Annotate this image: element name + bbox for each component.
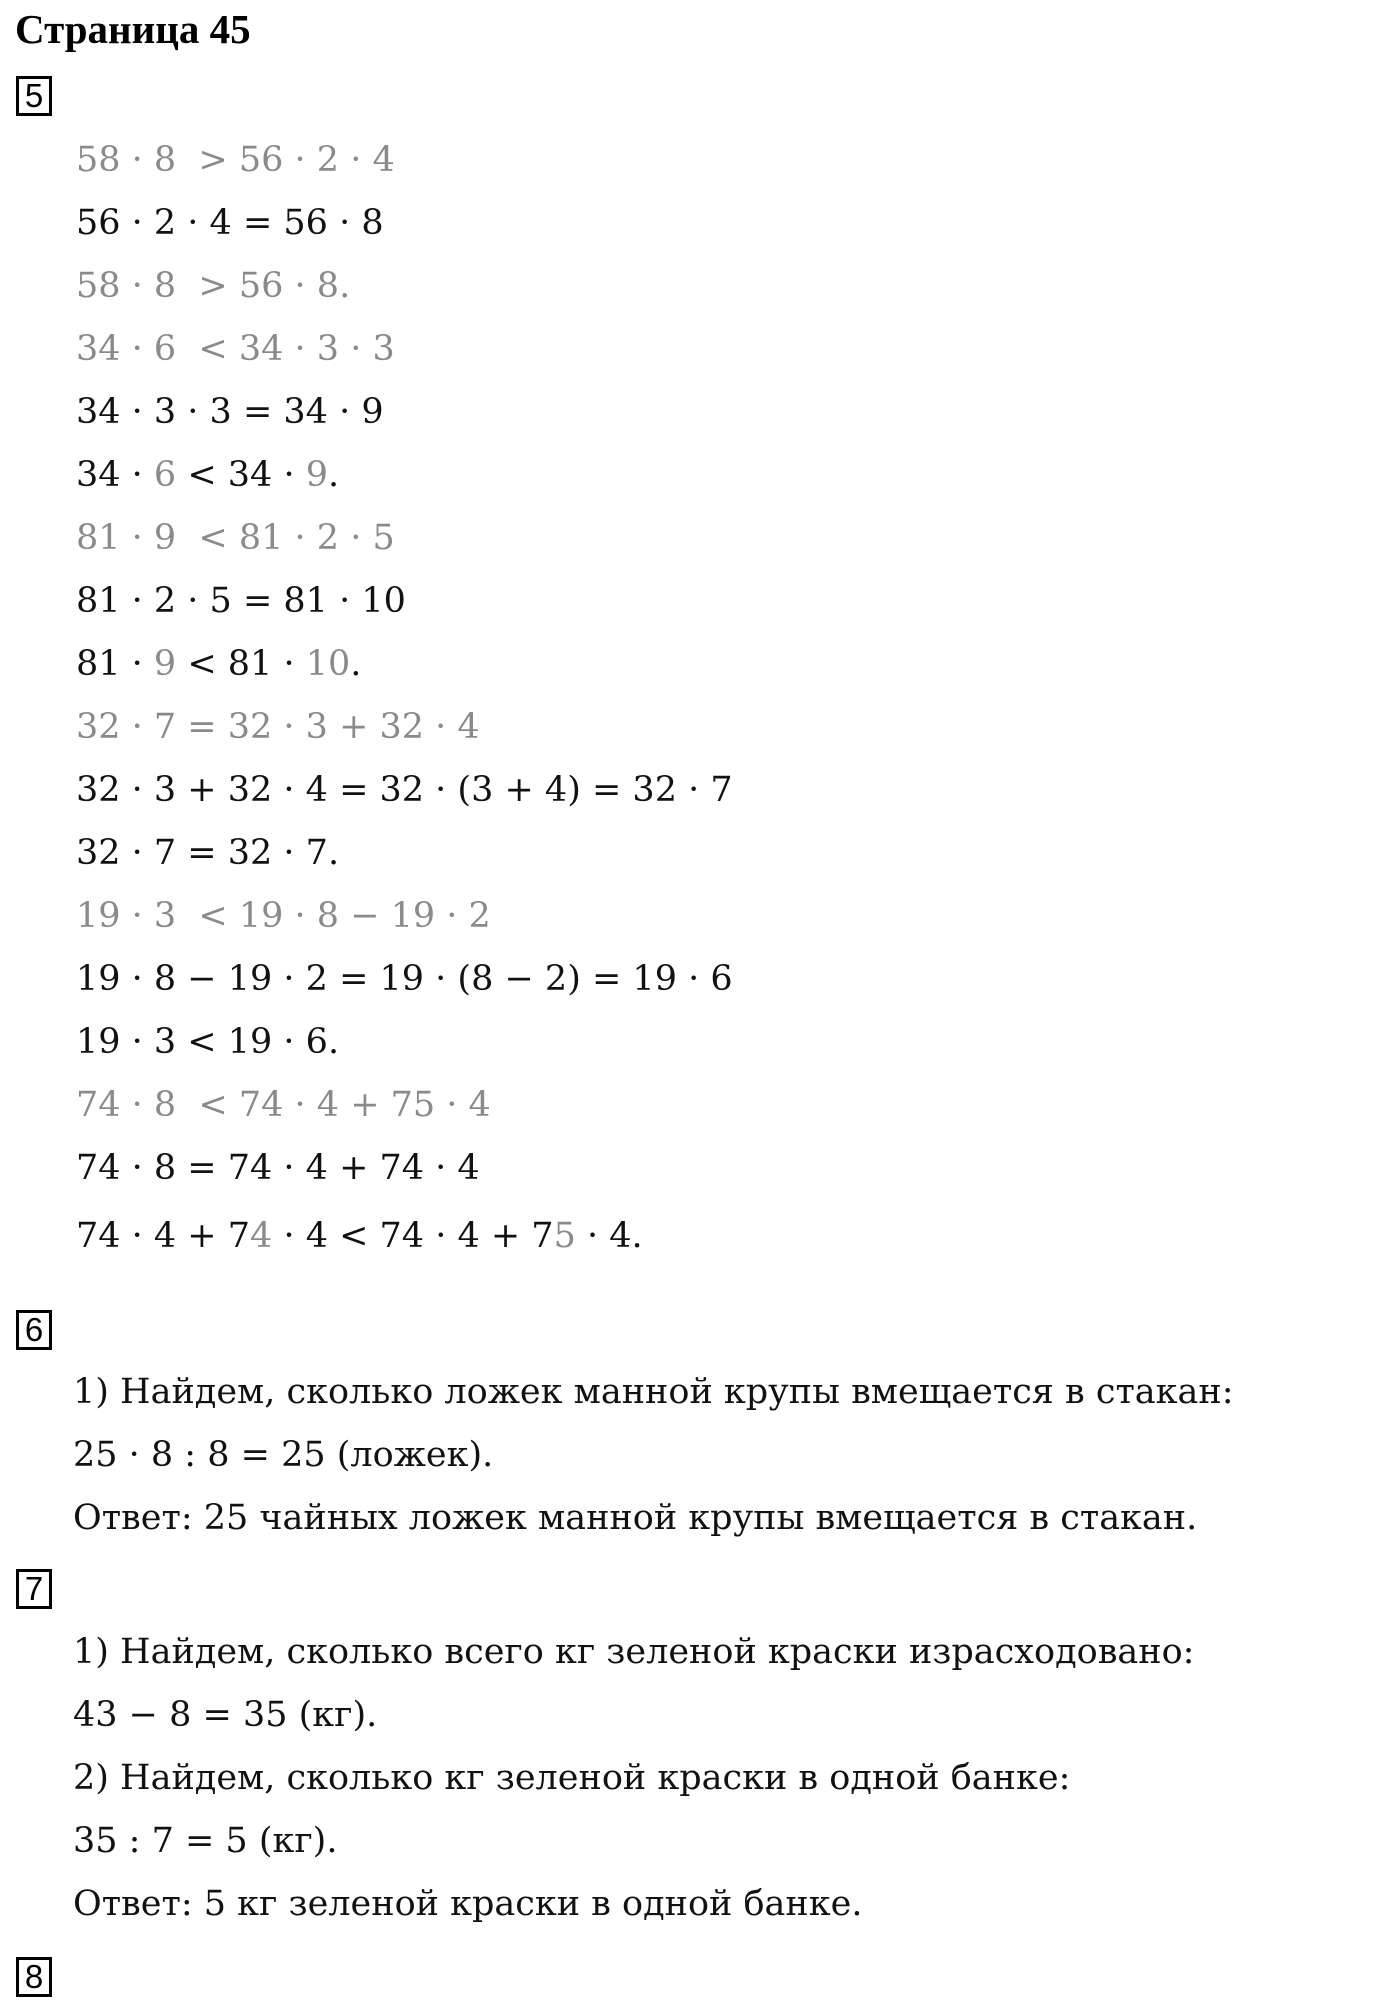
equation-line: 19 · 8 − 19 · 2 = 19 · (8 − 2) = 19 · 6 xyxy=(76,959,733,999)
equation-line: 34 · 6 < 34 · 3 · 3 xyxy=(76,329,395,369)
answer-line: Ответ: 25 чайных ложек манной крупы вмещается в стакан. xyxy=(73,1498,1198,1538)
equation-line: 81 · 9 < 81 · 2 · 5 xyxy=(76,518,395,558)
equation-line: 74 · 8 < 74 · 4 + 75 · 4 xyxy=(76,1085,491,1125)
task-number-box: 5 xyxy=(16,76,52,116)
page-title: Страница 45 xyxy=(15,6,251,52)
solution-line: 35 : 7 = 5 (кг). xyxy=(73,1821,338,1861)
equation-line: 56 · 2 · 4 = 56 · 8 xyxy=(76,203,384,243)
equation-line: 19 · 3 < 19 · 8 − 19 · 2 xyxy=(76,896,491,936)
task-number-box: 7 xyxy=(16,1569,52,1609)
solution-line: 25 · 8 : 8 = 25 (ложек). xyxy=(73,1435,494,1475)
task-number-box: 8 xyxy=(16,1957,52,1997)
equation-line: 58 · 8 > 56 · 8. xyxy=(76,266,351,306)
answer-line: Ответ: 5 кг зеленой краски в одной банке. xyxy=(73,1884,863,1924)
equation-line: 81 · 9 < 81 · 10. xyxy=(76,644,362,684)
equation-line: 34 · 6 < 34 · 9. xyxy=(76,455,340,495)
solution-line: 1) Найдем, сколько ложек манной крупы вмещается в стакан: xyxy=(73,1372,1234,1412)
solution-line: 43 − 8 = 35 (кг). xyxy=(73,1695,378,1735)
solution-line: 2) Найдем, сколько кг зеленой краски в одной банке: xyxy=(73,1758,1071,1798)
task-number-box: 6 xyxy=(16,1310,52,1350)
equation-line: 32 · 7 = 32 · 3 + 32 · 4 xyxy=(76,707,480,747)
solution-line: 1) Найдем, сколько всего кг зеленой краски израсходовано: xyxy=(73,1632,1195,1672)
equation-line: 74 · 8 = 74 · 4 + 74 · 4 xyxy=(76,1148,480,1188)
equation-line: 19 · 3 < 19 · 6. xyxy=(76,1022,340,1062)
equation-line: 81 · 2 · 5 = 81 · 10 xyxy=(76,581,406,621)
equation-line: 32 · 7 = 32 · 7. xyxy=(76,833,340,873)
equation-line: 34 · 3 · 3 = 34 · 9 xyxy=(76,392,384,432)
equation-line: 58 · 8 > 56 · 2 · 4 xyxy=(76,140,395,180)
equation-line: 32 · 3 + 32 · 4 = 32 · (3 + 4) = 32 · 7 xyxy=(76,770,733,810)
equation-line: 74 · 4 + 74 · 4 < 74 · 4 + 75 · 4. xyxy=(76,1216,643,1256)
